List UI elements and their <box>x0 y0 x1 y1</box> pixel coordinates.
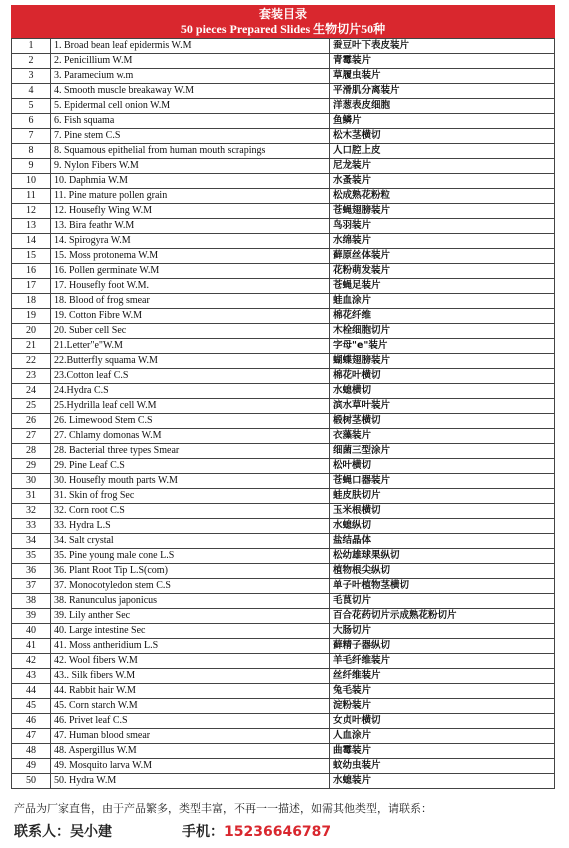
table-row <box>12 504 555 519</box>
row-english-name: 48. Aspergillus W.M <box>51 744 330 759</box>
row-english-name: 13. Bira feathr W.M <box>51 219 330 234</box>
row-number: 17 <box>12 279 51 294</box>
row-english-name: 41. Moss antheridium L.S <box>51 639 330 654</box>
row-english-name: 42. Wool fibers W.M <box>51 654 330 669</box>
row-english-name: 26. Limewood Stem C.S <box>51 414 330 429</box>
row-english-name: 32. Corn root C.S <box>51 504 330 519</box>
table-row <box>12 489 555 504</box>
row-number: 28 <box>12 444 51 459</box>
row-number: 33 <box>12 519 51 534</box>
row-chinese-name: 水螅纵切 <box>330 519 555 534</box>
row-chinese-name: 水螅装片 <box>330 774 555 789</box>
row-number: 29 <box>12 459 51 474</box>
table-row <box>12 519 555 534</box>
row-chinese-name: 蛙皮肤切片 <box>330 489 555 504</box>
table-row <box>12 114 555 129</box>
row-english-name: 50. Hydra W.M <box>51 774 330 789</box>
row-chinese-name: 曲霉装片 <box>330 744 555 759</box>
row-number: 18 <box>12 294 51 309</box>
row-chinese-name: 羊毛纤维装片 <box>330 654 555 669</box>
row-chinese-name: 玉米根横切 <box>330 504 555 519</box>
row-english-name: 30. Housefly mouth parts W.M <box>51 474 330 489</box>
row-english-name: 25.Hydrilla leaf cell W.M <box>51 399 330 414</box>
catalog-header <box>11 5 555 38</box>
row-number: 21 <box>12 339 51 354</box>
table-row <box>12 534 555 549</box>
row-chinese-name: 蚊幼虫装片 <box>330 759 555 774</box>
row-chinese-name: 松成熟花粉粒 <box>330 189 555 204</box>
row-number: 41 <box>12 639 51 654</box>
row-number: 22 <box>12 354 51 369</box>
table-row <box>12 624 555 639</box>
row-english-name: 9. Nylon Fibers W.M <box>51 159 330 174</box>
row-english-name: 12. Housefly Wing W.M <box>51 204 330 219</box>
row-number: 19 <box>12 309 51 324</box>
row-number: 9 <box>12 159 51 174</box>
catalog-title-en: 50 pieces Prepared Slides 生物切片50种 <box>180 22 386 36</box>
row-chinese-name: 植物根尖纵切 <box>330 564 555 579</box>
row-chinese-name: 水蚤装片 <box>330 174 555 189</box>
row-english-name: 46. Privet leaf C.S <box>51 714 330 729</box>
row-number: 3 <box>12 69 51 84</box>
row-english-name: 17. Housefly foot W.M. <box>51 279 330 294</box>
row-number: 31 <box>12 489 51 504</box>
table-row <box>12 474 555 489</box>
row-chinese-name: 花粉萌发装片 <box>330 264 555 279</box>
row-english-name: 23.Cotton leaf C.S <box>51 369 330 384</box>
table-row <box>12 579 555 594</box>
row-chinese-name: 棉花叶横切 <box>330 369 555 384</box>
row-chinese-name: 椴树茎横切 <box>330 414 555 429</box>
table-row <box>12 444 555 459</box>
row-chinese-name: 丝纤维装片 <box>330 669 555 684</box>
row-english-name: 43.. Silk fibers W.M <box>51 669 330 684</box>
table-row <box>12 54 555 69</box>
row-english-name: 21.Letter"e"W.M <box>51 339 330 354</box>
row-english-name: 24.Hydra C.S <box>51 384 330 399</box>
row-number: 32 <box>12 504 51 519</box>
row-chinese-name: 藓原丝体装片 <box>330 249 555 264</box>
row-english-name: 3. Paramecium w.m <box>51 69 330 84</box>
row-english-name: 49. Mosquito larva W.M <box>51 759 330 774</box>
row-chinese-name: 蝴蝶翅膀装片 <box>330 354 555 369</box>
table-row <box>12 669 555 684</box>
row-number: 39 <box>12 609 51 624</box>
row-english-name: 40. Large intestine Sec <box>51 624 330 639</box>
row-english-name: 6. Fish squama <box>51 114 330 129</box>
table-row <box>12 594 555 609</box>
catalog-title-cn: 套装目录 <box>258 7 307 21</box>
table-row <box>12 99 555 114</box>
table-row <box>12 639 555 654</box>
row-english-name: 29. Pine Leaf C.S <box>51 459 330 474</box>
row-chinese-name: 毛茛切片 <box>330 594 555 609</box>
row-number: 43 <box>12 669 51 684</box>
table-row <box>12 459 555 474</box>
row-chinese-name: 单子叶植物茎横切 <box>330 579 555 594</box>
row-english-name: 38. Ranunculus japonicus <box>51 594 330 609</box>
row-english-name: 37. Monocotyledon stem C.S <box>51 579 330 594</box>
row-chinese-name: 草履虫装片 <box>330 69 555 84</box>
row-number: 7 <box>12 129 51 144</box>
row-chinese-name: 水螅横切 <box>330 384 555 399</box>
row-english-name: 36. Plant Root Tip L.S(com) <box>51 564 330 579</box>
row-chinese-name: 鸟羽装片 <box>330 219 555 234</box>
table-row <box>12 699 555 714</box>
row-number: 44 <box>12 684 51 699</box>
row-english-name: 8. Squamous epithelial from human mouth scrapings <box>51 144 330 159</box>
table-row <box>12 39 555 54</box>
table-row <box>12 264 555 279</box>
row-number: 23 <box>12 369 51 384</box>
table-row <box>12 429 555 444</box>
phone-number: 15236646787 <box>224 824 332 840</box>
contact-person: 联系人：吴小建 <box>14 824 112 840</box>
row-number: 35 <box>12 549 51 564</box>
row-number: 26 <box>12 414 51 429</box>
footer <box>14 801 559 843</box>
row-number: 6 <box>12 114 51 129</box>
table-row <box>12 369 555 384</box>
row-number: 40 <box>12 624 51 639</box>
table-row <box>12 684 555 699</box>
table-row <box>12 204 555 219</box>
row-english-name: 1. Broad bean leaf epidermis W.M <box>51 39 330 54</box>
row-english-name: 11. Pine mature pollen grain <box>51 189 330 204</box>
row-english-name: 20. Suber cell Sec <box>51 324 330 339</box>
row-number: 42 <box>12 654 51 669</box>
row-chinese-name: 女贞叶横切 <box>330 714 555 729</box>
row-number: 2 <box>12 54 51 69</box>
row-chinese-name: 苍蝇口器装片 <box>330 474 555 489</box>
row-number: 36 <box>12 564 51 579</box>
footer-note: 产品为厂家直售，由于产品繁多，类型丰富，不再一一描述，如需其他类型，请联系： <box>14 802 432 815</box>
row-chinese-name: 鱼鳞片 <box>330 114 555 129</box>
table-row <box>12 744 555 759</box>
table-row <box>12 339 555 354</box>
row-chinese-name: 蛙血涂片 <box>330 294 555 309</box>
row-chinese-name: 细菌三型涂片 <box>330 444 555 459</box>
row-english-name: 19. Cotton Fibre W.M <box>51 309 330 324</box>
table-row <box>12 414 555 429</box>
row-chinese-name: 盐结晶体 <box>330 534 555 549</box>
row-number: 13 <box>12 219 51 234</box>
table-row <box>12 279 555 294</box>
table-row <box>12 324 555 339</box>
table-row <box>12 249 555 264</box>
row-chinese-name: 蚕豆叶下表皮装片 <box>330 39 555 54</box>
row-number: 24 <box>12 384 51 399</box>
row-english-name: 47. Human blood smear <box>51 729 330 744</box>
row-english-name: 27. Chlamy domonas W.M <box>51 429 330 444</box>
row-chinese-name: 兔毛装片 <box>330 684 555 699</box>
row-chinese-name: 木栓细胞切片 <box>330 324 555 339</box>
table-row <box>12 234 555 249</box>
row-chinese-name: 滨水草叶装片 <box>330 399 555 414</box>
row-chinese-name: 洋葱表皮细胞 <box>330 99 555 114</box>
table-row <box>12 129 555 144</box>
row-chinese-name: 人口腔上皮 <box>330 144 555 159</box>
row-number: 47 <box>12 729 51 744</box>
row-english-name: 18. Blood of frog smear <box>51 294 330 309</box>
table-row <box>12 759 555 774</box>
row-number: 1 <box>12 39 51 54</box>
row-number: 11 <box>12 189 51 204</box>
row-chinese-name: 淀粉装片 <box>330 699 555 714</box>
row-number: 45 <box>12 699 51 714</box>
catalog-sheet <box>11 5 555 789</box>
row-english-name: 35. Pine young male cone L.S <box>51 549 330 564</box>
row-chinese-name: 大肠切片 <box>330 624 555 639</box>
row-number: 27 <box>12 429 51 444</box>
table-row <box>12 294 555 309</box>
row-chinese-name: 人血涂片 <box>330 729 555 744</box>
slides-table <box>11 38 555 789</box>
table-row <box>12 654 555 669</box>
row-english-name: 44. Rabbit hair W.M <box>51 684 330 699</box>
table-row <box>12 774 555 789</box>
row-chinese-name: 松木茎横切 <box>330 129 555 144</box>
row-english-name: 22.Butterfly squama W.M <box>51 354 330 369</box>
row-number: 20 <box>12 324 51 339</box>
table-row <box>12 219 555 234</box>
table-row <box>12 384 555 399</box>
table-row <box>12 144 555 159</box>
table-row <box>12 309 555 324</box>
row-english-name: 16. Pollen germinate W.M <box>51 264 330 279</box>
row-chinese-name: 尼龙装片 <box>330 159 555 174</box>
row-number: 25 <box>12 399 51 414</box>
table-row <box>12 564 555 579</box>
row-number: 14 <box>12 234 51 249</box>
table-row <box>12 549 555 564</box>
row-number: 46 <box>12 714 51 729</box>
row-english-name: 34. Salt crystal <box>51 534 330 549</box>
row-english-name: 33. Hydra L.S <box>51 519 330 534</box>
row-english-name: 28. Bacterial three types Smear <box>51 444 330 459</box>
row-number: 49 <box>12 759 51 774</box>
row-number: 16 <box>12 264 51 279</box>
table-row <box>12 189 555 204</box>
row-number: 4 <box>12 84 51 99</box>
row-chinese-name: 苍蝇翅膀装片 <box>330 204 555 219</box>
row-english-name: 7. Pine stem C.S <box>51 129 330 144</box>
row-number: 5 <box>12 99 51 114</box>
row-number: 48 <box>12 744 51 759</box>
table-row <box>12 714 555 729</box>
row-english-name: 4. Smooth muscle breakaway W.M <box>51 84 330 99</box>
row-number: 15 <box>12 249 51 264</box>
row-chinese-name: 苍蝇足装片 <box>330 279 555 294</box>
row-chinese-name: 藓精子器纵切 <box>330 639 555 654</box>
row-number: 38 <box>12 594 51 609</box>
row-english-name: 5. Epidermal cell onion W.M <box>51 99 330 114</box>
contact-line <box>14 821 559 843</box>
table-row <box>12 84 555 99</box>
row-english-name: 2. Penicillium W.M <box>51 54 330 69</box>
row-english-name: 10. Daphmia W.M <box>51 174 330 189</box>
row-number: 10 <box>12 174 51 189</box>
row-english-name: 15. Moss protonema W.M <box>51 249 330 264</box>
phone-label: 手机： <box>182 824 224 840</box>
row-english-name: 31. Skin of frog Sec <box>51 489 330 504</box>
row-chinese-name: 青霉装片 <box>330 54 555 69</box>
table-row <box>12 354 555 369</box>
row-number: 12 <box>12 204 51 219</box>
table-row <box>12 159 555 174</box>
table-row <box>12 399 555 414</box>
row-chinese-name: 棉花纤维 <box>330 309 555 324</box>
row-chinese-name: 松幼雄球果纵切 <box>330 549 555 564</box>
row-number: 37 <box>12 579 51 594</box>
row-number: 50 <box>12 774 51 789</box>
row-number: 30 <box>12 474 51 489</box>
table-row <box>12 174 555 189</box>
row-number: 34 <box>12 534 51 549</box>
row-chinese-name: 松叶横切 <box>330 459 555 474</box>
row-chinese-name: 百合花药切片示成熟花粉切片 <box>330 609 555 624</box>
row-chinese-name: 平滑肌分离装片 <box>330 84 555 99</box>
table-row <box>12 69 555 84</box>
table-row <box>12 729 555 744</box>
row-english-name: 14. Spirogyra W.M <box>51 234 330 249</box>
row-english-name: 45. Corn starch W.M <box>51 699 330 714</box>
table-row <box>12 609 555 624</box>
row-chinese-name: 字母"e"装片 <box>330 339 555 354</box>
row-number: 8 <box>12 144 51 159</box>
row-chinese-name: 衣藻装片 <box>330 429 555 444</box>
row-chinese-name: 水绵装片 <box>330 234 555 249</box>
row-english-name: 39. Lily anther Sec <box>51 609 330 624</box>
